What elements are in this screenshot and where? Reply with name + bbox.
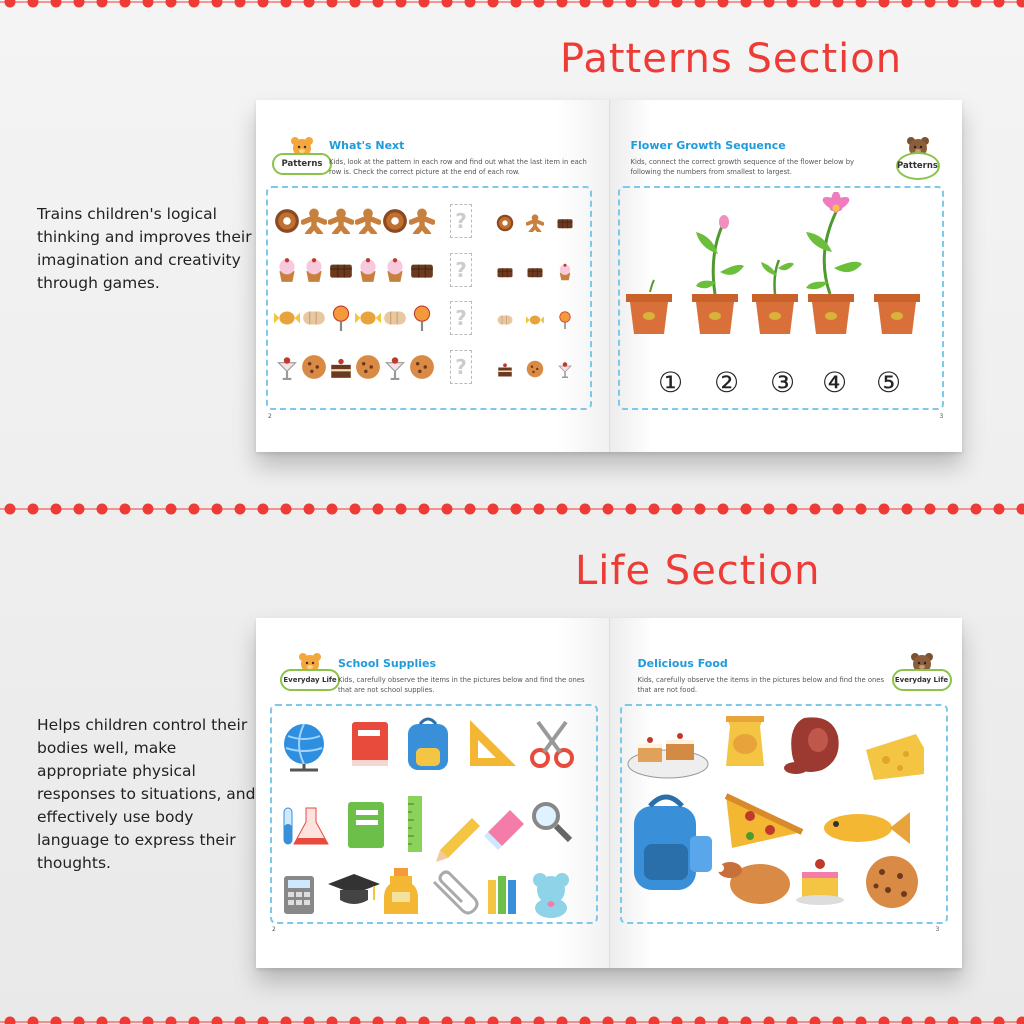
divider-dot	[281, 0, 292, 8]
pencil-icon	[436, 818, 480, 862]
divider-dot	[143, 0, 154, 8]
divider-dot	[649, 504, 660, 515]
divider-dot	[120, 1017, 131, 1024]
flower-pot-1	[626, 280, 672, 334]
divider-dot	[833, 504, 844, 515]
divider-dot	[442, 0, 453, 8]
divider-dot	[994, 1017, 1005, 1024]
divider-dot	[51, 1017, 62, 1024]
man-icon	[301, 208, 327, 238]
divider-dot	[534, 0, 545, 8]
divider-dot	[741, 1017, 752, 1024]
sequence-number[interactable]: ⑤	[875, 365, 902, 399]
divider-dot	[902, 504, 913, 515]
choco-option-icon[interactable]	[556, 214, 574, 236]
badge-label: Everyday Life	[280, 669, 340, 691]
pizza-icon	[726, 796, 802, 848]
divider-dot	[166, 1017, 177, 1024]
divider-dot	[626, 0, 637, 8]
candy-icon	[274, 305, 300, 335]
patterns-description: Trains children's logical thinking and improves their imagination and creativity through games.	[37, 205, 252, 292]
life-description: Helps children control their bodies well, make appropriate physical responses to situations, and effectively use body language to express their thoughts.	[37, 716, 256, 872]
divider-dot	[695, 0, 706, 8]
divider-dot	[741, 0, 752, 8]
donut-option-icon[interactable]	[496, 214, 514, 236]
divider-dot	[1017, 1017, 1024, 1024]
page-number: 2	[268, 413, 272, 420]
fish-icon	[824, 812, 910, 844]
school-supplies-illustrations	[270, 704, 598, 924]
divider-dot	[787, 1017, 798, 1024]
divider-dot	[1017, 504, 1024, 515]
donut-icon	[382, 208, 408, 238]
divider-dot	[948, 1017, 959, 1024]
answer-box[interactable]: ?	[450, 301, 472, 335]
life-left-page	[256, 618, 610, 968]
divider-dot	[396, 1017, 407, 1024]
patterns-book	[256, 100, 962, 452]
page-number: 2	[272, 926, 276, 933]
scissors-icon	[532, 722, 572, 766]
divider-dot	[764, 0, 775, 8]
divider-dot	[442, 1017, 453, 1024]
divider-dot	[672, 1017, 683, 1024]
cake-icon	[328, 354, 354, 384]
divider-dot	[994, 504, 1005, 515]
divider-dot	[488, 1017, 499, 1024]
choco-option-icon[interactable]	[526, 263, 544, 285]
divider-dot	[120, 504, 131, 515]
test-tubes-icon	[284, 808, 328, 844]
patterns-badge	[272, 136, 332, 184]
divider-dot	[971, 504, 982, 515]
divider-dot	[557, 0, 568, 8]
divider-dot	[74, 504, 85, 515]
cake-plate-icon	[628, 733, 708, 778]
divider-dot	[787, 504, 798, 515]
divider-dot	[396, 504, 407, 515]
roll-icon	[301, 305, 327, 335]
patterns-right-page	[610, 100, 963, 452]
top-dot-divider	[0, 0, 1024, 8]
globe-icon	[284, 724, 324, 770]
divider-dot	[350, 1017, 361, 1024]
page-number: 3	[935, 926, 940, 933]
divider-dot	[28, 504, 39, 515]
divider-dot	[695, 504, 706, 515]
divider-dot	[51, 504, 62, 515]
calculator-icon	[284, 876, 314, 914]
divider-dot	[235, 504, 246, 515]
cupcake-icon	[382, 257, 408, 287]
divider-dot	[787, 0, 798, 8]
divider-dot	[373, 0, 384, 8]
spray-bottle-icon	[384, 868, 418, 914]
divider-dot	[327, 1017, 338, 1024]
divider-dot	[649, 0, 660, 8]
page-title: What's Next	[329, 139, 405, 152]
bottom-dot-divider	[0, 1016, 1024, 1024]
teddy-bear-icon	[533, 873, 569, 918]
divider-dot	[603, 504, 614, 515]
cake-slice-icon	[796, 859, 844, 905]
divider-dot	[649, 1017, 660, 1024]
divider-dot	[97, 1017, 108, 1024]
divider-dot	[74, 1017, 85, 1024]
graduation-cap-icon	[328, 874, 380, 904]
divider-dot	[810, 0, 821, 8]
divider-dot	[511, 0, 522, 8]
divider-dot	[304, 504, 315, 515]
divider-dot	[5, 0, 16, 8]
divider-dot	[304, 0, 315, 8]
cheese-icon	[866, 734, 924, 780]
flower-pots-illustration	[618, 192, 944, 342]
man-icon	[328, 208, 354, 238]
badge-label: Everyday Life	[892, 669, 952, 691]
divider-dot	[879, 504, 890, 515]
man-option-icon[interactable]	[526, 214, 544, 236]
divider-dot	[28, 0, 39, 8]
divider-dot	[534, 504, 545, 515]
divider-dot	[465, 0, 476, 8]
page-instructions: Kids, carefully observe the items in the pictures below and find the ones that are not food.	[637, 676, 885, 694]
sequence-number[interactable]: ②	[713, 365, 740, 399]
set-square-icon	[470, 720, 516, 766]
page-title: Delicious Food	[637, 657, 728, 670]
divider-dot	[373, 504, 384, 515]
lolli-icon	[409, 305, 435, 335]
patterns-left-page	[256, 100, 610, 452]
lolli-option-icon[interactable]	[556, 311, 574, 333]
chips-bag-icon	[726, 716, 764, 766]
candy-icon	[355, 305, 381, 335]
divider-dot	[396, 0, 407, 8]
divider-dot	[810, 504, 821, 515]
divider-dot	[534, 1017, 545, 1024]
divider-dot	[5, 1017, 16, 1024]
ruler-icon	[408, 796, 422, 852]
paper-clip-icon	[434, 872, 477, 913]
patterns-section-title: Patterns Section	[560, 36, 903, 82]
divider-dot	[212, 0, 223, 8]
divider-dot	[488, 0, 499, 8]
sequence-number[interactable]: ①	[657, 365, 684, 399]
roll-option-icon[interactable]	[496, 311, 514, 333]
flower-pot-5	[874, 294, 920, 334]
flower-pot-2	[692, 215, 744, 334]
flower-pot-4	[806, 192, 862, 334]
divider-dot	[189, 504, 200, 515]
sequence-number[interactable]: ④	[821, 365, 848, 399]
divider-dot	[97, 0, 108, 8]
divider-dot	[764, 504, 775, 515]
divider-dot	[925, 504, 936, 515]
divider-dot	[465, 504, 476, 515]
divider-dot	[925, 0, 936, 8]
divider-dot	[741, 504, 752, 515]
page-title: School Supplies	[338, 657, 437, 670]
divider-dot	[810, 1017, 821, 1024]
magnifier-icon	[534, 804, 570, 840]
divider-dot	[603, 0, 614, 8]
lolli-icon	[328, 305, 354, 335]
divider-dot	[626, 504, 637, 515]
divider-dot	[258, 504, 269, 515]
divider-dot	[856, 504, 867, 515]
cupcake-icon	[301, 257, 327, 287]
divider-dot	[580, 504, 591, 515]
divider-dot	[764, 1017, 775, 1024]
man-icon	[409, 208, 435, 238]
divider-dot	[235, 0, 246, 8]
divider-dot	[879, 1017, 890, 1024]
divider-dot	[120, 0, 131, 8]
divider-dot	[235, 1017, 246, 1024]
divider-dot	[948, 0, 959, 8]
divider-dot	[419, 1017, 430, 1024]
divider-dot	[856, 1017, 867, 1024]
life-right-page	[610, 618, 963, 968]
middle-dot-divider	[0, 503, 1024, 515]
divider-dot	[833, 1017, 844, 1024]
divider-dot	[304, 1017, 315, 1024]
book-icon	[352, 722, 388, 766]
choco-option-icon[interactable]	[496, 263, 514, 285]
divider-dot	[189, 1017, 200, 1024]
badge-label: Patterns	[272, 153, 332, 175]
divider-dot	[994, 0, 1005, 8]
page-instructions: Kids, look at the pattern in each row and find out what the last item in each row is. Check the correct picture at the end of each row.	[329, 158, 587, 176]
divider-dot	[971, 0, 982, 8]
divider-dot	[557, 1017, 568, 1024]
divider-dot	[695, 1017, 706, 1024]
cookie-icon	[409, 354, 435, 384]
divider-dot	[580, 1017, 591, 1024]
answer-box[interactable]: ?	[450, 350, 472, 384]
eraser-icon	[484, 810, 524, 850]
divider-dot	[833, 0, 844, 8]
divider-dot	[327, 504, 338, 515]
flower-pot-3	[752, 260, 798, 334]
everyday-life-badge	[892, 652, 952, 700]
answer-box[interactable]: ?	[450, 253, 472, 287]
divider-dot	[948, 504, 959, 515]
choco-icon	[409, 257, 435, 287]
divider-dot	[580, 0, 591, 8]
divider-dot	[718, 1017, 729, 1024]
backpack-icon	[634, 797, 712, 890]
divider-dot	[350, 504, 361, 515]
divider-dot	[971, 1017, 982, 1024]
divider-dot	[212, 1017, 223, 1024]
donut-icon	[274, 208, 300, 238]
divider-dot	[281, 504, 292, 515]
page-number: 3	[939, 413, 944, 420]
cake-option-icon[interactable]	[496, 360, 514, 382]
divider-dot	[419, 504, 430, 515]
life-book	[256, 618, 962, 968]
divider-dot	[373, 1017, 384, 1024]
divider-dot	[902, 0, 913, 8]
divider-dot	[488, 504, 499, 515]
divider-dot	[672, 504, 683, 515]
life-section-title: Life Section	[575, 548, 821, 594]
cupcake-option-icon[interactable]	[556, 263, 574, 285]
divider-dot	[718, 0, 729, 8]
crayons-icon	[488, 876, 516, 914]
divider-dot	[5, 504, 16, 515]
sundae-option-icon[interactable]	[556, 360, 574, 382]
divider-dot	[166, 504, 177, 515]
divider-dot	[1017, 0, 1024, 8]
steak-icon	[784, 717, 839, 774]
divider-dot	[212, 504, 223, 515]
sundae-icon	[274, 354, 300, 384]
page-title: Flower Growth Sequence	[630, 139, 786, 152]
divider-dot	[718, 504, 729, 515]
candy-option-icon[interactable]	[526, 311, 544, 333]
divider-dot	[511, 1017, 522, 1024]
page-instructions: Kids, connect the correct growth sequence of the flower below by following the numbers from smallest to largest.	[630, 158, 855, 176]
divider-dot	[442, 504, 453, 515]
cookie-icon	[301, 354, 327, 384]
answer-box[interactable]: ?	[450, 204, 472, 238]
divider-dot	[626, 1017, 637, 1024]
cookie-option-icon[interactable]	[526, 360, 544, 382]
man-icon	[355, 208, 381, 238]
sundae-icon	[382, 354, 408, 384]
divider-dot	[74, 0, 85, 8]
divider-dot	[856, 0, 867, 8]
divider-dot	[143, 1017, 154, 1024]
backpack-icon	[408, 719, 448, 770]
cookie-icon	[355, 354, 381, 384]
page-instructions: Kids, carefully observe the items in the pictures below and find the ones that are not school supplies.	[338, 676, 585, 694]
divider-dot	[879, 0, 890, 8]
badge-label: Patterns	[896, 152, 940, 180]
divider-dot	[258, 1017, 269, 1024]
cookie-icon	[866, 856, 918, 908]
divider-dot	[465, 1017, 476, 1024]
divider-dot	[166, 0, 177, 8]
everyday-life-badge	[280, 652, 340, 700]
notebook-icon	[348, 802, 384, 848]
roast-chicken-icon	[716, 862, 790, 904]
divider-dot	[902, 1017, 913, 1024]
divider-dot	[350, 0, 361, 8]
divider-dot	[97, 504, 108, 515]
divider-dot	[258, 0, 269, 8]
divider-dot	[51, 0, 62, 8]
divider-dot	[189, 0, 200, 8]
divider-dot	[28, 1017, 39, 1024]
patterns-badge	[888, 136, 948, 184]
sequence-number[interactable]: ③	[769, 365, 796, 399]
divider-dot	[419, 0, 430, 8]
roll-icon	[382, 305, 408, 335]
divider-dot	[281, 1017, 292, 1024]
divider-dot	[925, 1017, 936, 1024]
food-illustrations	[620, 704, 948, 924]
choco-icon	[328, 257, 354, 287]
divider-dot	[557, 504, 568, 515]
divider-dot	[511, 504, 522, 515]
divider-dot	[603, 1017, 614, 1024]
divider-dot	[327, 0, 338, 8]
cupcake-icon	[355, 257, 381, 287]
cupcake-icon	[274, 257, 300, 287]
divider-dot	[672, 0, 683, 8]
divider-dot	[143, 504, 154, 515]
